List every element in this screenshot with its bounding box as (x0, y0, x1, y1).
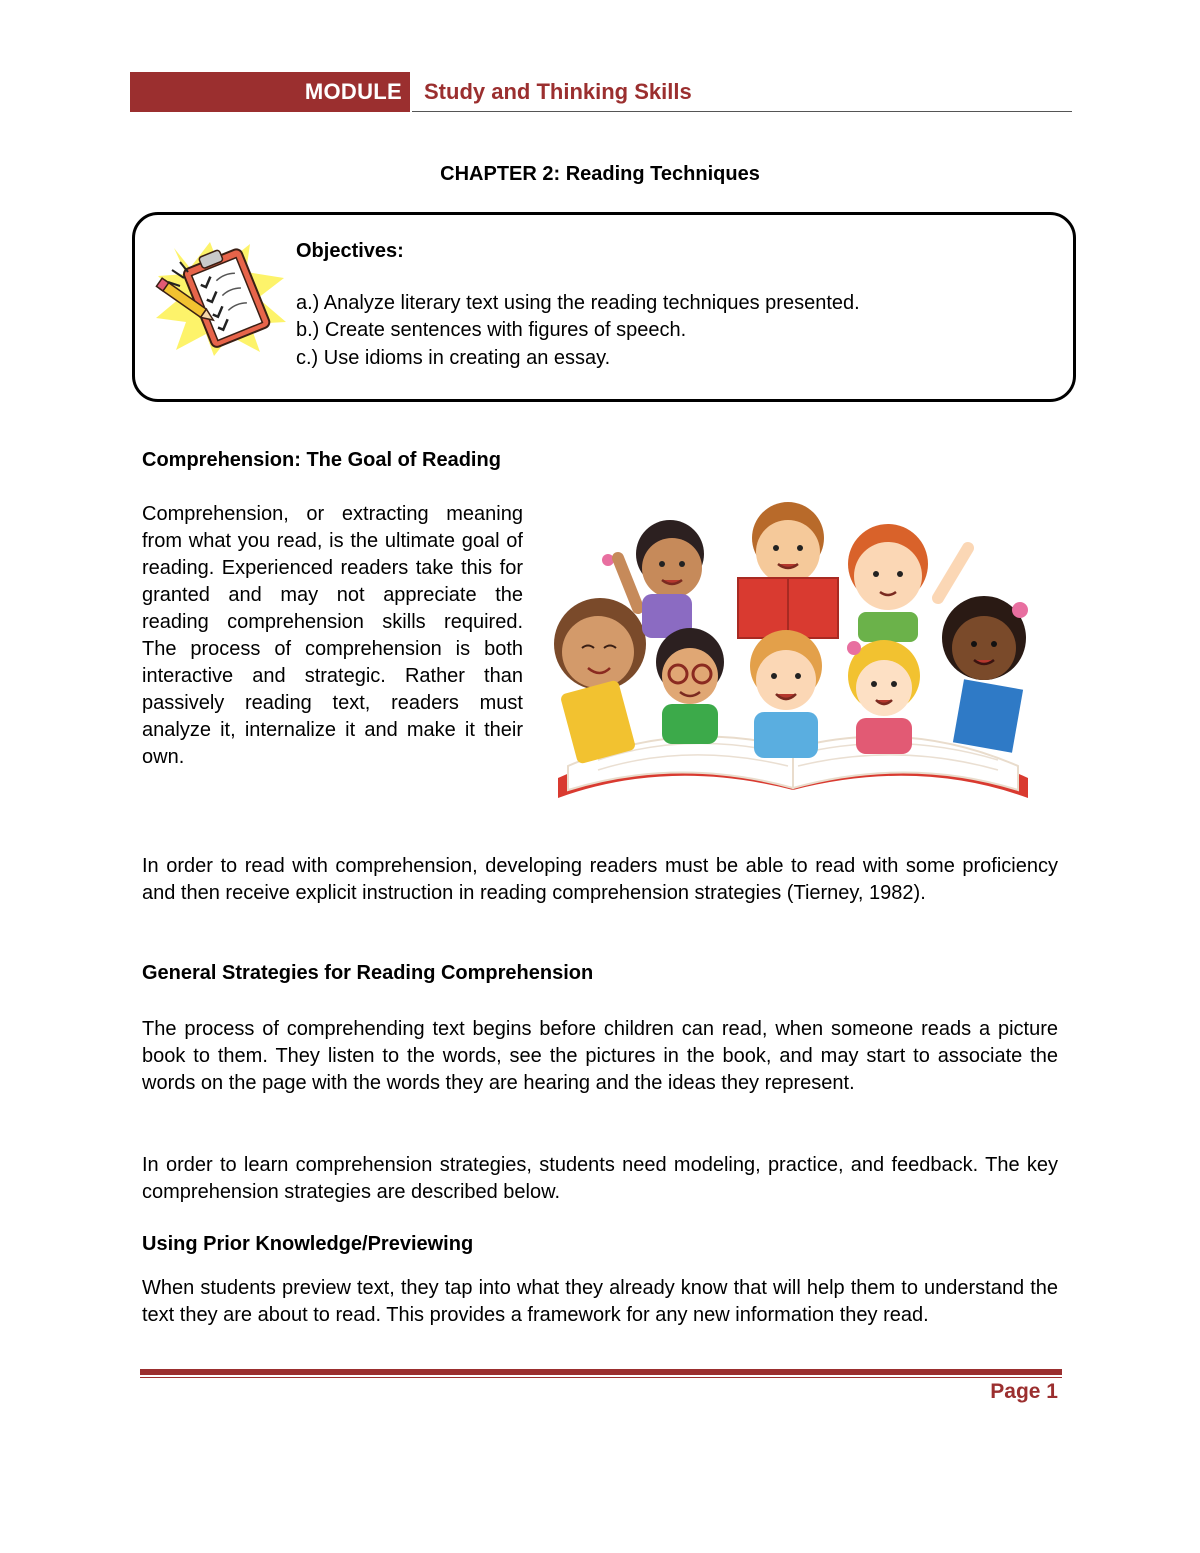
paragraph: When students preview text, they tap into what they already know that will help them to understand the text they are about to read. This provides a framework for any new information they read. (142, 1277, 1058, 1326)
section-heading-comprehension: Comprehension: The Goal of Reading (142, 449, 501, 471)
header-rule (412, 111, 1072, 112)
paragraph: In order to learn comprehension strategies, students need modeling, practice, and feedback. The key comprehension strategies are described below. (142, 1154, 1058, 1203)
children-reading-book-illustration (538, 498, 1048, 828)
objective-item: b.) Create sentences with figures of speech. (296, 319, 687, 341)
module-title: Study and Thinking Skills (424, 79, 692, 104)
footer-rule-thin (140, 1377, 1062, 1378)
footer-rule (140, 1369, 1062, 1375)
paragraph: Comprehension, or extracting meaning from what you read, is the ultimate goal of reading. Experienced readers take this for granted and may not appreciate the reading comprehension skills required. The process of comprehension is both interactive and strategic. Rather than passively reading text, readers must analyze it, internalize it and make it their own. (142, 503, 523, 768)
section-heading-prior-knowledge: Using Prior Knowledge/Previewing (142, 1233, 474, 1255)
clipboard-checklist-icon (150, 238, 290, 358)
module-label: MODULE (130, 72, 410, 112)
page-number: Page 1 (990, 1380, 1058, 1403)
chapter-title: CHAPTER 2: Reading Techniques (440, 163, 760, 185)
section-heading-general-strategies: General Strategies for Reading Comprehension (142, 962, 594, 984)
objective-item: c.) Use idioms in creating an essay. (296, 347, 611, 369)
objective-item: a.) Analyze literary text using the reading techniques presented. (296, 292, 860, 314)
paragraph: The process of comprehending text begins before children can read, when someone reads a picture book to them. They listen to the words, see the pictures in the book, and may start to associate the words on the page with the words they are hearing and the ideas they represent. (142, 1018, 1058, 1094)
paragraph: In order to read with comprehension, developing readers must be able to read with some proficiency and then receive explicit instruction in reading comprehension strategies (Tierney, 1982). (142, 855, 1058, 904)
objectives-heading: Objectives: (296, 240, 404, 262)
